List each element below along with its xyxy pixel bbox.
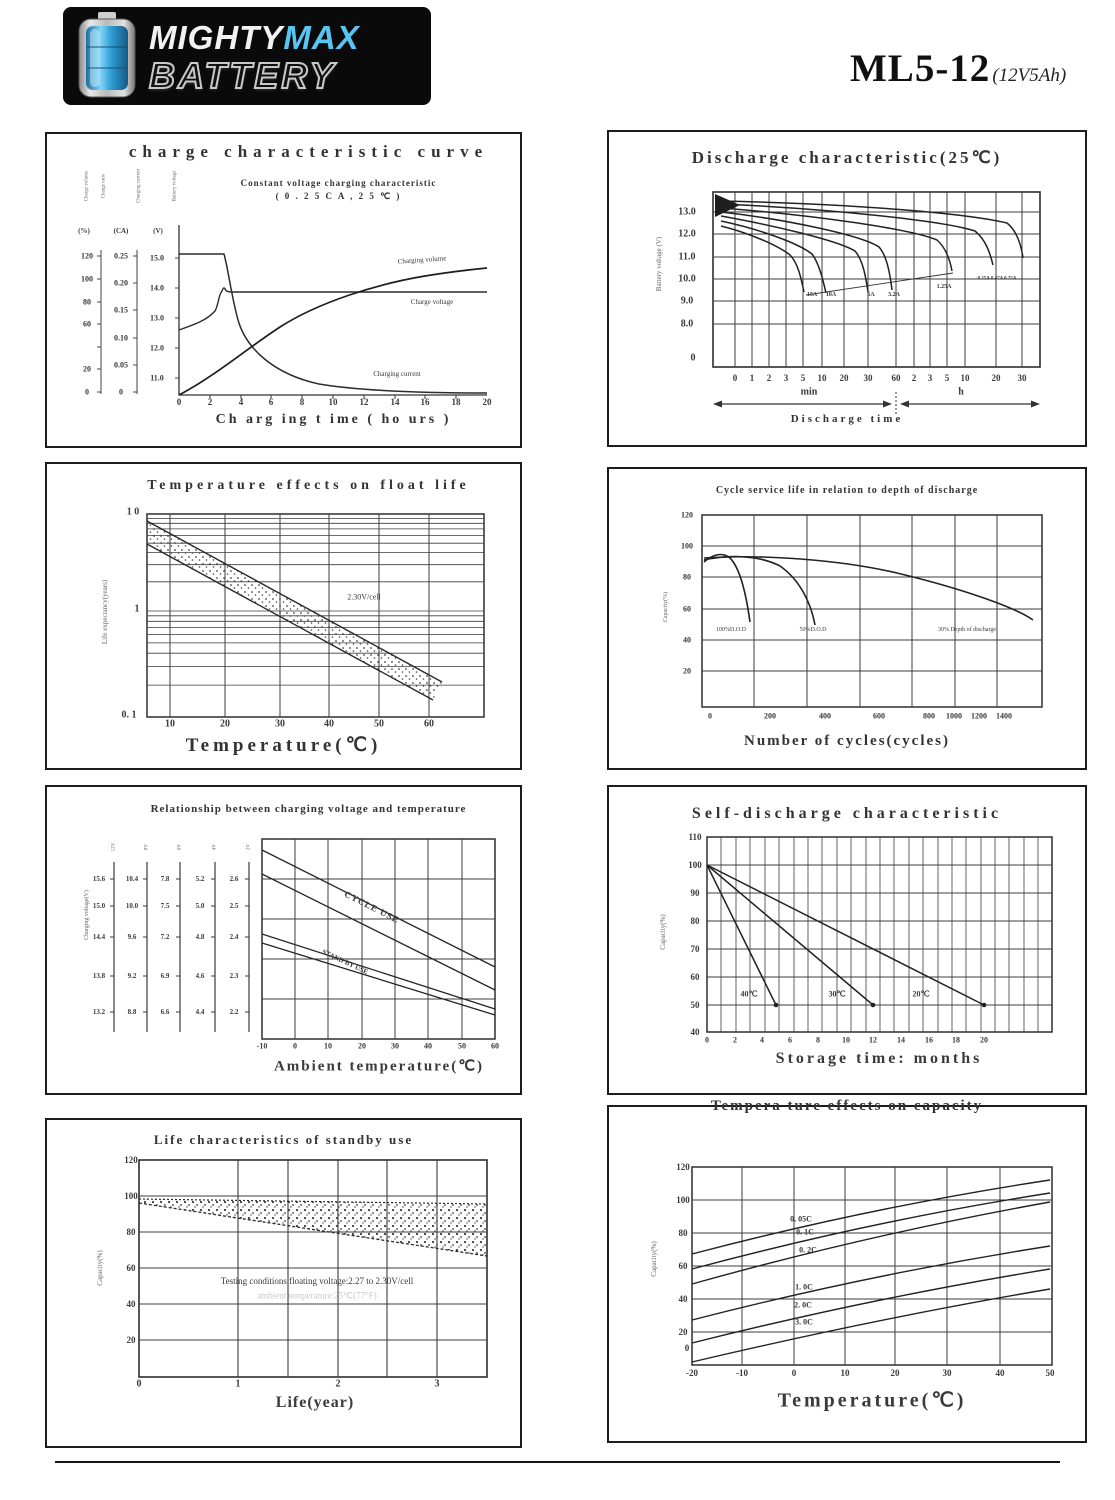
x-tick: 200 (764, 711, 776, 721)
testing-conditions-note: Testing conditions floating voltage:2.27 to 2.30V/cell (220, 1276, 414, 1286)
x-tick: 20 (980, 1035, 988, 1045)
x-tick: 0 (732, 373, 738, 383)
x-tick: 20 (220, 718, 230, 730)
x-tick: 2 (766, 373, 772, 383)
x-tick: 20 (839, 373, 849, 383)
x-tick: 8 (299, 397, 305, 407)
scale-tick: 2.2 (229, 1008, 239, 1016)
y-tick: 60 (83, 319, 91, 329)
scale-tick: 7.2 (160, 933, 170, 941)
scale-tick: 2.5 (229, 902, 239, 910)
x-tick: 0 (293, 1041, 297, 1051)
y-axis-label: Capacity(%) (96, 1250, 104, 1286)
scale-tick: 7.5 (160, 902, 170, 910)
x-tick: 3 (783, 373, 789, 383)
y-axis-label: Charging voltage(V) (84, 890, 90, 940)
y-tick: 40 (690, 1027, 700, 1037)
y-tick: 60 (690, 972, 700, 982)
y-tick: 0.05 (114, 360, 128, 370)
x-tick: 400 (819, 711, 831, 721)
x-tick: 0 (176, 397, 182, 407)
curve-label: 15A (806, 292, 818, 298)
y-tick: 40 (678, 1294, 688, 1304)
x-tick: 60 (891, 373, 901, 383)
y-tick: 100 (681, 541, 693, 551)
y-tick: 12.0 (150, 343, 164, 353)
x-tick: 1 (749, 373, 755, 383)
x-axis-label: Life(year) (275, 1394, 355, 1411)
x-tick: 1000 (946, 711, 962, 721)
y-tick: 0.15 (114, 305, 128, 315)
curve-label: 30℃ (828, 989, 846, 999)
x-tick: 600 (873, 711, 885, 721)
x-tick: 2 (911, 373, 917, 383)
x-tick: 2 (335, 1378, 341, 1390)
scale-label: 2V (246, 843, 252, 851)
y-tick: 20 (683, 666, 691, 676)
x-tick: 1 (235, 1378, 241, 1390)
curve-label: Charging volume (397, 254, 447, 266)
y-tick: 8.0 (680, 318, 694, 330)
x-axis-label: Discharge time (790, 413, 904, 425)
x-tick: 20 (890, 1368, 900, 1378)
y-tick: 100 (124, 1191, 138, 1201)
y-tick: 80 (83, 297, 91, 307)
scale-tick: 2.4 (229, 933, 239, 941)
x-tick: 10 (328, 397, 338, 407)
y-tick: 13.0 (150, 313, 164, 323)
y-tick: 80 (683, 572, 691, 582)
x-tick: 50 (1045, 1368, 1055, 1378)
y-axis-label: Battery voltage (V) (655, 236, 663, 292)
scale-tick: 5.0 (195, 902, 205, 910)
chart-title: charge characteristic curve (128, 142, 489, 161)
x-tick: 30 (275, 718, 285, 730)
y-tick: 0.25 (114, 251, 128, 261)
y-tick: 0. 1 (121, 709, 137, 721)
scale-tick: 5.2 (195, 875, 205, 883)
y-tick: 60 (126, 1263, 136, 1273)
y-axis-label: Capacity(%) (663, 591, 669, 623)
y-tick: 0 (85, 387, 89, 397)
x-tick: 10 (817, 373, 827, 383)
y-tick: 15.0 (150, 253, 164, 263)
x-tick: 10 (324, 1041, 332, 1051)
x-tick: 14 (897, 1035, 905, 1045)
band-label-cycle-use: CYCLE USE (342, 888, 402, 926)
curve-label: 40℃ (740, 989, 758, 999)
curve-label: 20℃ (912, 989, 930, 999)
scale-tick: 4.6 (195, 972, 205, 980)
scale-tick: 14.4 (92, 933, 106, 941)
scale-tick: 10.4 (125, 875, 139, 883)
y-tick: 9.0 (680, 295, 694, 307)
curve-label: 0. 1C (796, 1227, 814, 1237)
discharge-characteristic-panel (607, 130, 1087, 447)
x-tick: 40 (995, 1368, 1005, 1378)
y-tick: 120 (676, 1162, 690, 1172)
annotation: 2.30V/cell (347, 592, 381, 602)
chart-title: Self-discharge characteristic (691, 805, 1003, 822)
charging-voltage-temperature-panel (45, 785, 522, 1095)
charging-voltage-chart-canvas (47, 787, 520, 1093)
curve-label: 30% Depth of discharge (937, 627, 997, 633)
scale-label: 12V (111, 842, 117, 852)
y-tick: 60 (683, 604, 691, 614)
y-axis-label: Capacity(%) (650, 1241, 658, 1277)
axis-unit-ca: (CA) (113, 227, 129, 235)
x-tick: 40 (424, 1041, 432, 1051)
x-tick: 20 (482, 397, 492, 407)
x-tick: 18 (451, 397, 461, 407)
x-tick: 16 (420, 397, 430, 407)
cycle-life-panel (607, 467, 1087, 770)
scale-label: 8V (144, 843, 150, 851)
x-tick: 0 (136, 1378, 142, 1390)
battery-icon (75, 12, 141, 100)
y-tick-zero: 0 (684, 1343, 690, 1353)
scale-tick: 4.8 (195, 933, 205, 941)
curve-label: 0. 2C (799, 1245, 817, 1255)
curve-label: Charge voltage (410, 298, 454, 306)
y-tick: 20 (83, 364, 91, 374)
x-tick: 60 (491, 1041, 499, 1051)
x-tick: 40 (324, 718, 334, 730)
x-unit-min: min (800, 386, 818, 398)
curve-label: 0.25A 0.47A 0.25A (977, 276, 1017, 282)
y-tick: 12.0 (678, 228, 696, 240)
x-tick: 4 (238, 397, 244, 407)
x-tick: 14 (390, 397, 400, 407)
axis-unit-v: (V) (153, 227, 163, 235)
x-tick: 30 (391, 1041, 399, 1051)
y-tick: 11.0 (678, 251, 696, 263)
curve-label: 1. 0C (795, 1282, 813, 1292)
brand-name-bottom: BATTERY (149, 55, 337, 96)
x-tick: 30 (1017, 373, 1027, 383)
x-tick: 60 (424, 718, 434, 730)
x-tick: 10 (165, 718, 175, 730)
y-tick: 110 (688, 832, 702, 842)
x-tick: 20 (358, 1041, 366, 1051)
x-axis-label: Storage time: months (775, 1050, 983, 1067)
y-tick: 0.10 (114, 333, 128, 343)
y-tick: 100 (81, 274, 93, 284)
x-tick: 6 (788, 1035, 792, 1045)
brand-mighty: MIGHTY (149, 19, 284, 56)
y-axis-label: Life expectancy(years) (101, 579, 109, 645)
ambient-temperature-note: ambient temperature:25℃(77°F) (257, 1290, 377, 1301)
temperature-capacity-panel (607, 1098, 1087, 1443)
brand-name-top (149, 19, 360, 57)
scale-tick: 6.6 (160, 1008, 170, 1016)
y-tick: 0 (119, 387, 123, 397)
y-tick: 10.0 (678, 273, 696, 285)
model-spec: (12V5Ah) (992, 65, 1067, 86)
x-tick: -10 (736, 1368, 748, 1378)
x-tick: 30 (863, 373, 873, 383)
axis-micro-label: Charge volume (84, 170, 90, 202)
y-tick: 20 (678, 1327, 688, 1337)
x-tick: 30 (942, 1368, 952, 1378)
y-tick: 13.0 (678, 206, 696, 218)
x-axis-label: Temperature(℃) (777, 1389, 967, 1412)
x-tick: 10 (840, 1368, 850, 1378)
x-tick: 3 (434, 1378, 440, 1390)
scale-tick: 10.0 (125, 902, 139, 910)
model-title (850, 46, 1066, 91)
model-number: ML5-12 (850, 47, 991, 90)
curve-label: 50%D.O.D (799, 627, 827, 633)
scale-tick: 6.9 (160, 972, 170, 980)
y-tick: 0.20 (114, 278, 128, 288)
x-unit-h: h (958, 386, 964, 398)
y-tick: 50 (690, 1000, 700, 1010)
brand-logo (63, 7, 431, 105)
y-tick: 120 (124, 1155, 138, 1165)
curve-label: 3. 0C (795, 1317, 813, 1327)
x-tick: 16 (925, 1035, 933, 1045)
scale-tick: 15.0 (92, 902, 106, 910)
axis-unit-percent: (%) (78, 227, 90, 235)
chart-title: Relationship between charging voltage and temperature (150, 803, 467, 815)
y-tick: 120 (681, 510, 693, 520)
scale-tick: 4.4 (195, 1008, 205, 1016)
y-tick: 80 (126, 1227, 136, 1237)
chart-title: Cycle service life in relation to depth of discharge (715, 485, 979, 496)
y-tick: 40 (683, 635, 691, 645)
chart-title: Temperature effects on float life (147, 478, 470, 493)
axis-micro-label: Charge ratio (101, 173, 107, 199)
x-axis-label: Number of cycles(cycles) (744, 733, 950, 749)
scale-label: 4V (212, 843, 218, 851)
scale-tick: 7.8 (160, 875, 170, 883)
x-tick: 0 (791, 1368, 797, 1378)
y-tick: 120 (81, 251, 93, 261)
scale-label: 6V (177, 843, 183, 851)
x-tick: 20 (991, 373, 1001, 383)
origin-tick: 0 (708, 711, 712, 721)
y-tick: 80 (690, 916, 700, 926)
y-tick: 11.0 (150, 373, 164, 383)
x-tick: 2 (207, 397, 213, 407)
scale-tick: 9.2 (127, 972, 137, 980)
y-tick: 20 (126, 1335, 136, 1345)
x-tick: 12 (869, 1035, 877, 1045)
self-discharge-panel (607, 785, 1087, 1095)
x-tick: -20 (686, 1368, 698, 1378)
x-tick: 5 (944, 373, 950, 383)
x-tick: 0 (705, 1035, 709, 1045)
x-axis-label: Ch arg ing t ime ( ho urs ) (215, 412, 452, 427)
x-tick: 1400 (996, 711, 1012, 721)
x-tick: 50 (374, 718, 384, 730)
y-tick: 14.0 (150, 283, 164, 293)
curve-label: 10A (825, 292, 837, 298)
chart-subtitle-1: Constant voltage charging characteristic (240, 178, 437, 188)
curve-label: Charging current (373, 370, 421, 378)
y-tick: 90 (690, 888, 700, 898)
scale-tick: 15.6 (92, 875, 106, 883)
x-tick: 8 (816, 1035, 820, 1045)
x-axis-label: Temperature(℃) (185, 735, 382, 756)
y-tick: 60 (678, 1261, 688, 1271)
x-tick: 5 (800, 373, 806, 383)
x-tick: -10 (256, 1041, 268, 1051)
x-tick: 800 (923, 711, 935, 721)
curve-label: 0. 05C (790, 1214, 812, 1224)
band-label-standby-use: STAND BY USE (320, 947, 370, 977)
chart-title: Tempera ture effects on capacity (710, 1098, 984, 1114)
chart-title: Life characteristics of standby use (153, 1132, 414, 1147)
y-tick: 1 0 (126, 506, 140, 518)
x-tick: 4 (760, 1035, 764, 1045)
x-tick: 10 (960, 373, 970, 383)
x-tick: 2 (733, 1035, 737, 1045)
scale-tick: 13.8 (92, 972, 106, 980)
curve-label: 5A (867, 292, 875, 298)
axis-micro-label: Charging current (136, 169, 142, 203)
curve-label: 3.2A (888, 292, 900, 298)
chart-subtitle-2: ( 0 . 2 5 C A , 2 5 ℃ ) (275, 191, 402, 201)
y-tick: 40 (126, 1299, 136, 1309)
scale-tick: 13.2 (92, 1008, 106, 1016)
x-tick: 12 (359, 397, 369, 407)
y-tick: 100 (676, 1195, 690, 1205)
scale-tick: 8.8 (127, 1008, 137, 1016)
x-axis-label: Ambient temperature(℃) (273, 1058, 485, 1075)
scale-tick: 2.3 (229, 972, 239, 980)
curve-label: 100%D.O.D (716, 627, 746, 633)
x-tick: 50 (458, 1041, 466, 1051)
axis-micro-label: Battery voltage (172, 170, 178, 202)
chart-title: Discharge characteristic(25℃) (691, 148, 1003, 167)
x-tick: 6 (268, 397, 274, 407)
footer-divider (55, 1461, 1060, 1463)
y-tick: 80 (678, 1228, 688, 1238)
y-tick: 70 (690, 944, 700, 954)
curve-label: 2. 0C (794, 1300, 812, 1310)
float-life-panel (45, 462, 522, 770)
scale-tick: 2.6 (229, 875, 239, 883)
y-tick: 0 (690, 352, 696, 364)
charge-characteristic-panel (45, 132, 522, 448)
y-tick: 100 (688, 860, 702, 870)
self-discharge-chart-canvas (609, 787, 1085, 1093)
x-tick: 18 (952, 1035, 960, 1045)
standby-life-panel (45, 1118, 522, 1448)
x-tick: 3 (927, 373, 933, 383)
brand-max: MAX (283, 19, 360, 56)
discharge-chart-canvas (609, 132, 1085, 445)
scale-tick: 9.6 (127, 933, 137, 941)
x-tick: 1200 (971, 711, 987, 721)
y-tick: 1 (134, 603, 140, 615)
x-tick: 10 (842, 1035, 850, 1045)
curve-label: 1.25A (936, 284, 952, 290)
y-axis-label: Capacity(%) (659, 914, 667, 950)
